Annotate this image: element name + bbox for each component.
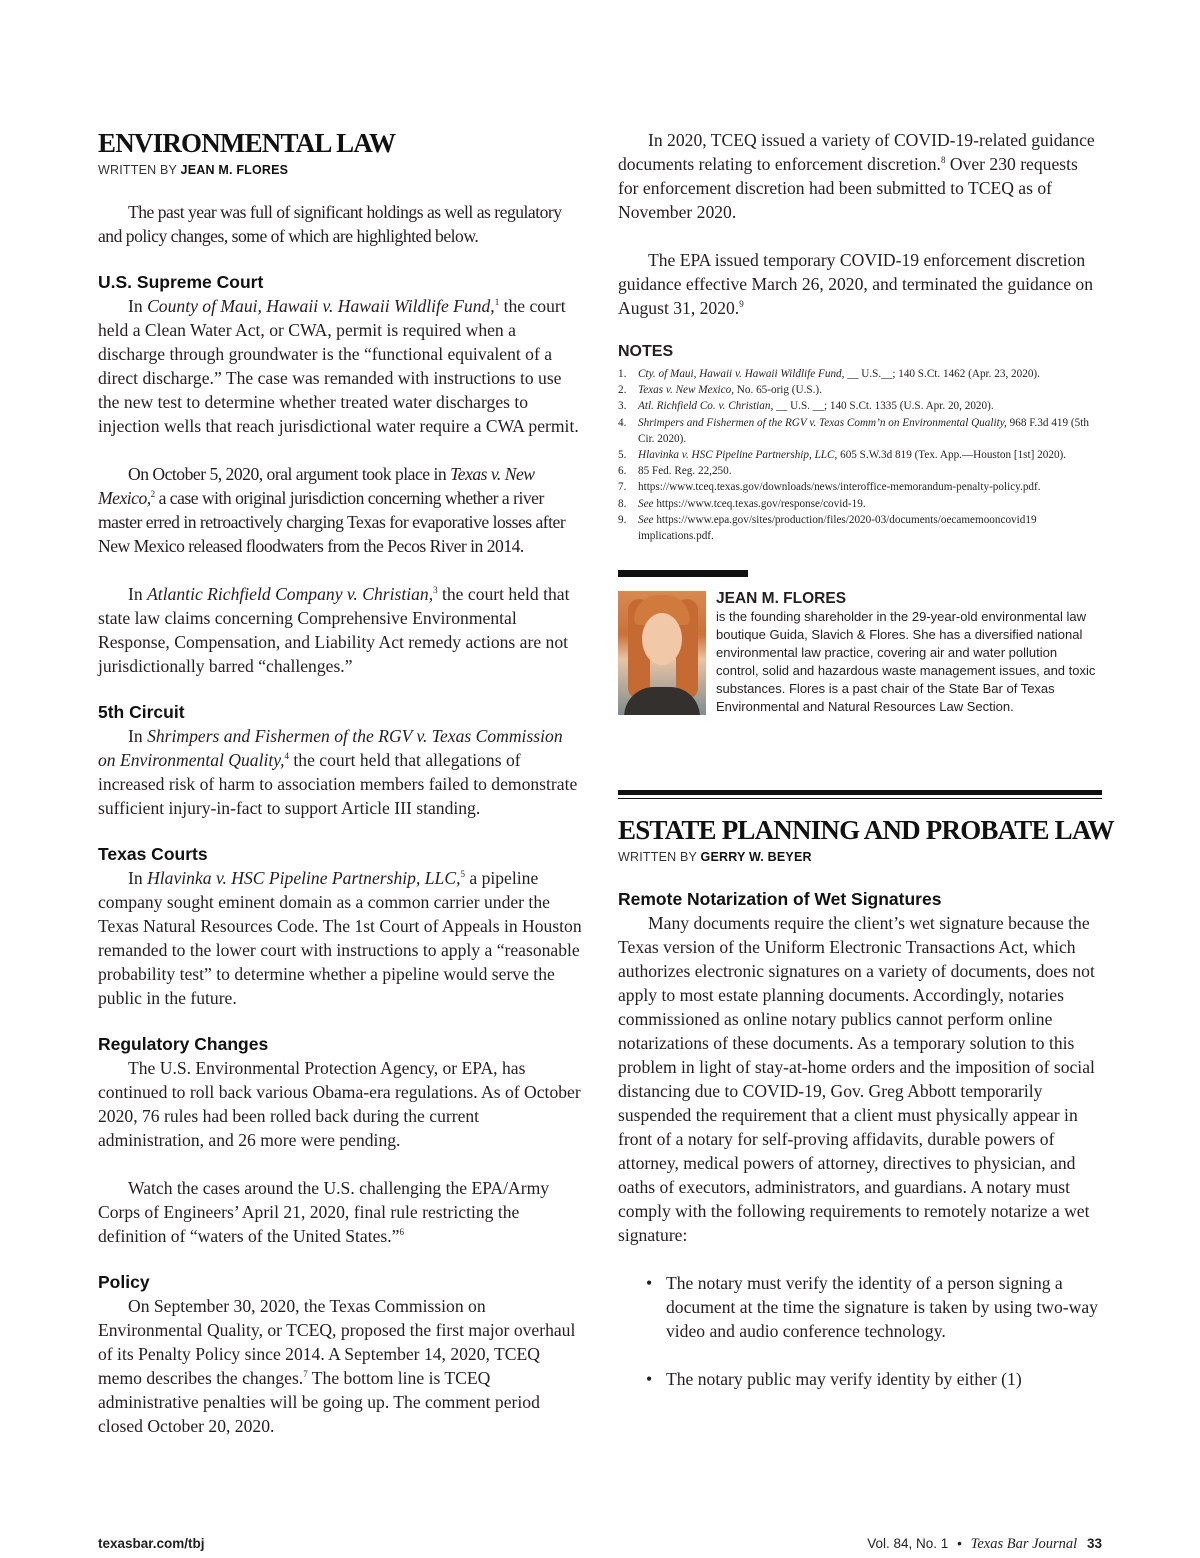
paragraph-shrimpers: In Shrimpers and Fishermen of the RGV v. Texas Commission on Environmental Quality,$^4$ the court held that allegations of increased risk of harm to association members failed to demonstrate sufficient injury-in-fact to support Article III standing. <box>98 726 578 818</box>
paragraph-texas-v-new-mexico: On October 5, 2020, oral argument took place in Texas v. New Mexico,$^2$ a case with original jurisdiction concerning whether a river master erred in retroactively charging Texas for evaporative losses after New Mexico released floodwaters from the Pecos River in 2014. <box>98 464 566 556</box>
author-name: JEAN M. FLORES <box>180 163 289 177</box>
paragraph-epa-guidance: The EPA issued temporary COVID-19 enforcement discretion guidance effective March 26, 2020, and terminated the guidance on August 31, 2020.$^9$ <box>618 250 1094 318</box>
subhead-policy: Policy <box>98 1272 150 1292</box>
note-item: 8. See https://www.tceq.texas.gov/response/covid-19. <box>618 497 866 510</box>
paragraph-hlavinka: In Hlavinka v. HSC Pipeline Partnership, LLC,$^5$ a pipeline company sought eminent domain as a common carrier under the Texas Natural Resources Code. The 1st Court of Appeals in Houston remanded to the lower court with instructions to apply a “reasonable probability test” to determine whether a pipeline would serve the public in the future. <box>98 868 582 1008</box>
section-divider <box>618 790 1102 799</box>
right-column <box>618 128 1114 1391</box>
paragraph-penalty-policy: On September 30, 2020, the Texas Commission on Environmental Quality, or TCEQ, proposed the first major overhaul of its Penalty Policy since 2014. A September 14, 2020, TCEQ memo describes the changes.$^7$ The bottom line is TCEQ administrative penalties will be going up. The comment period closed October 20, 2020. <box>98 1296 576 1436</box>
paragraph-wet-signatures: Many documents require the client’s wet signature because the Texas version of the Uniform Electronic Transactions Act, which authorizes electronic signatures on a variety of documents, does not apply to most estate planning documents. Accordingly, notaries commissioned as online notary publics cannot perform online notarizations of these documents. As a temporary solution to this problem in light of stay-at-home orders and the imposition of social distancing due to COVID-19, Gov. Greg Abbott temporarily suspended the requirement that a client must physically appear in front of a notary for self-proving affidavits, durable powers of attorney, medical powers of attorney, directives to physician, and oaths of executors, administrators, and guardians. A notary must comply with the following requirements to remotely notarize a wet signature: <box>618 913 1095 1246</box>
left-column <box>98 128 582 1438</box>
notes-heading: NOTES <box>618 343 674 360</box>
byline: WRITTEN BY JEAN M. FLORES <box>98 163 289 177</box>
paragraph-waters-of-us: Watch the cases around the U.S. challenging the EPA/Army Corps of Engineers’ April 21, 2020, final rule restricting the definition of “waters of the United States.”$^6$ <box>98 1178 550 1246</box>
author-bio-box <box>618 589 1102 716</box>
notes-list <box>618 366 1102 544</box>
note-item: 9. See https://www.epa.gov/sites/production/files/2020-03/documents/oecamemooncovid19 implications.pdf. <box>618 513 1037 543</box>
list-item: • The notary must verify the identity of a person signing a document at the time the signature is taken by using two-way video and audio conference technology. <box>646 1273 1098 1342</box>
note-item: 7. https://www.tceq.texas.gov/downloads/news/interoffice-memorandum-penalty-policy.pdf. <box>618 481 1041 494</box>
intro-paragraph: The past year was full of significant holdings as well as regulatory and policy changes, some of which are highlighted below. <box>98 202 562 246</box>
note-item: 4. Shrimpers and Fishermen of the RGV v. Texas Comm’n on Environmental Quality, 968 F.3d 419 (5th Cir. 2020). <box>618 416 1089 445</box>
paragraph-atlantic-richfield: In Atlantic Richfield Company v. Christian,$^3$ the court held that state law claims concerning Comprehensive Environmental Response, Compensation, and Liability Act remedy actions are not jurisdictionally barred “challenges.” <box>98 584 570 676</box>
note-item: 2. Texas v. New Mexico, No. 65-orig (U.S.). <box>618 384 822 397</box>
footer-site-link[interactable]: texasbar.com/tbj <box>98 1536 205 1551</box>
footer-issue-info: Vol. 84, No. 1 • Texas Bar Journal 33 <box>867 1536 1102 1552</box>
section-title-environmental-law: ENVIRONMENTAL LAW <box>98 128 396 158</box>
note-item: 5. Hlavinka v. HSC Pipeline Partnership, LLC, 605 S.W.3d 819 (Tex. App.—Houston [1st] 2020). <box>618 449 1067 462</box>
page-number: 33 <box>1086 1536 1102 1551</box>
estate-byline: WRITTEN BY GERRY W. BEYER <box>618 850 812 865</box>
requirements-list <box>618 1271 1102 1391</box>
bio-text: is the founding shareholder in the 29-year-old environmental law boutique Guida, Slavich & Flores. She has a diversified national environmental law practice, covering air and water pollution control, solid and hazardous waste management issues, and toxic substances. Flores is a past chair of the State Bar of Texas Environmental and Natural Resources Law Section. <box>716 609 1096 715</box>
bio-author-name: JEAN M. FLORES <box>716 590 847 608</box>
subhead-remote-notarization: Remote Notarization of Wet Signatures <box>618 889 942 910</box>
paragraph-maui: In County of Maui, Hawaii v. Hawaii Wildlife Fund,$^1$ the court held a Clean Water Act, or CWA, permit is required when a discharge through groundwater is the “functional equivalent of a direct discharge.” The case was remanded with instructions to use the new test to determine whether treated water discharges to injection wells that reach jurisdictional water require a CWA permit. <box>98 296 579 436</box>
subhead-supreme-court: U.S. Supreme Court <box>98 272 264 292</box>
subhead-5th-circuit: 5th Circuit <box>98 702 185 722</box>
list-item: • The notary public may verify identity by either (1) <box>646 1369 1022 1390</box>
estate-author-name: GERRY W. BEYER <box>700 850 812 865</box>
author-photo <box>618 591 706 715</box>
note-item: 6. 85 Fed. Reg. 22,250. <box>618 465 732 478</box>
note-item: 3. Atl. Richfield Co. v. Christian, __ U.S. __; 140 S.Ct. 1335 (U.S. Apr. 20, 2020). <box>618 400 994 413</box>
section-title-estate-planning: ESTATE PLANNING AND PROBATE LAW <box>618 815 1114 846</box>
paragraph-epa-rollbacks: The U.S. Environmental Protection Agency, or EPA, has continued to roll back various Obama-era regulations. As of October 2020, 76 rules had been rolled back during the current administration, and 26 more were pending. <box>98 1058 581 1150</box>
paragraph-tceq-guidance: In 2020, TCEQ issued a variety of COVID-19-related guidance documents relating to enforcement discretion.$^8$ Over 230 requests for enforcement discretion had been submitted to TCEQ as of November 2020. <box>618 130 1095 222</box>
subhead-texas-courts: Texas Courts <box>98 844 208 864</box>
divider-bar <box>618 570 748 577</box>
subhead-regulatory-changes: Regulatory Changes <box>98 1034 269 1054</box>
note-item: 1. Cty. of Maui, Hawaii v. Hawaii Wildlife Fund, __ U.S.__; 140 S.Ct. 1462 (Apr. 23, 2020). <box>618 368 1040 380</box>
